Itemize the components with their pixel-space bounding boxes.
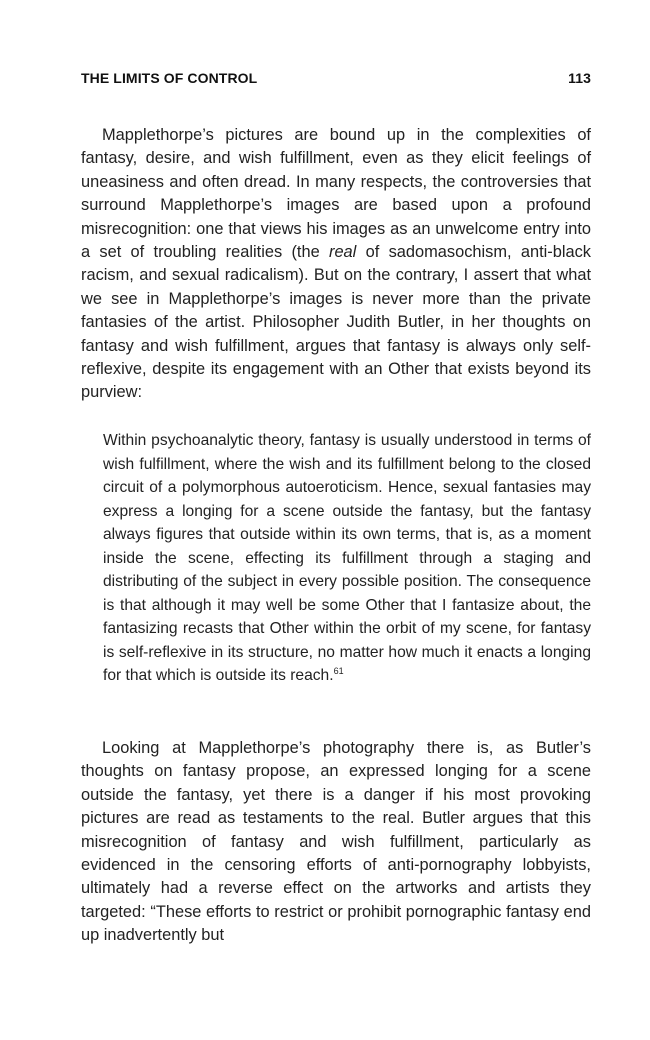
body-paragraph: [81, 124, 591, 405]
italic-term: real: [328, 243, 357, 262]
paragraph-text: of sadomasochism, anti-black racism, and sexual radicalism). But on the contrary, I assert that what we see in Mapplethorpe’s images is never more than the private fantasies of the artist. Philosopher Judith Butler, in her thoughts on fantasy and wish fulfillment, argues that fantasy is always only self-reflexive, despite its engagement with an Other that exists beyond its purview:: [81, 243, 591, 402]
footnote-reference: 61: [333, 665, 344, 676]
paragraph-text: Mapplethorpe’s pictures are bound up in the complexities of fantasy, desire, and wish fulfillment, even as they elicit feelings of uneasiness and often dread. In many respects, the controversies that surround Mapplethorpe’s images are based upon a profound misrecognition: one that views his images as an unwelcome entry into a set of troubling realities (the: [81, 126, 591, 262]
quote-text: Within psychoanalytic theory, fantasy is usually understood in terms of wish fulfillment, where the wish and its fulfillment belong to the closed circuit of a polymorphous autoeroticism. Hence, sexual fantasies may express a longing for a scene outside the fantasy, but the fantasy always figures that outside within its own terms, that is, as a moment inside the scene, effecting its fulfillment through a staging and distributing of the subject in every possible position. The consequence is that although it may well be some Other that I fantasize about, the fantasizing recasts that Other within the orbit of my scene, for fantasy is self-reflexive in its structure, no matter how much it enacts a longing for that which is outside its reach.: [103, 432, 591, 684]
page-number: 113: [568, 70, 591, 86]
body-paragraph: [81, 737, 591, 948]
paragraph-text: Looking at Mapplethorpe’s photography there is, as Butler’s thoughts on fantasy propose, an expressed longing for a scene outside the fantasy, yet there is a danger if his most provoking pictures are read as testaments to the real. Butler argues that this misrecognition of fantasy and wish fulfillment, particularly as evidenced in the censoring efforts of anti-pornography lobbyists, ultimately had a reverse effect on the artworks and artists they targeted: “These efforts to restrict or prohibit pornographic fantasy end up inadvertently but: [81, 739, 591, 945]
block-quote: [103, 429, 591, 688]
running-header: [81, 70, 591, 90]
chapter-title: THE LIMITS OF CONTROL: [81, 70, 258, 86]
